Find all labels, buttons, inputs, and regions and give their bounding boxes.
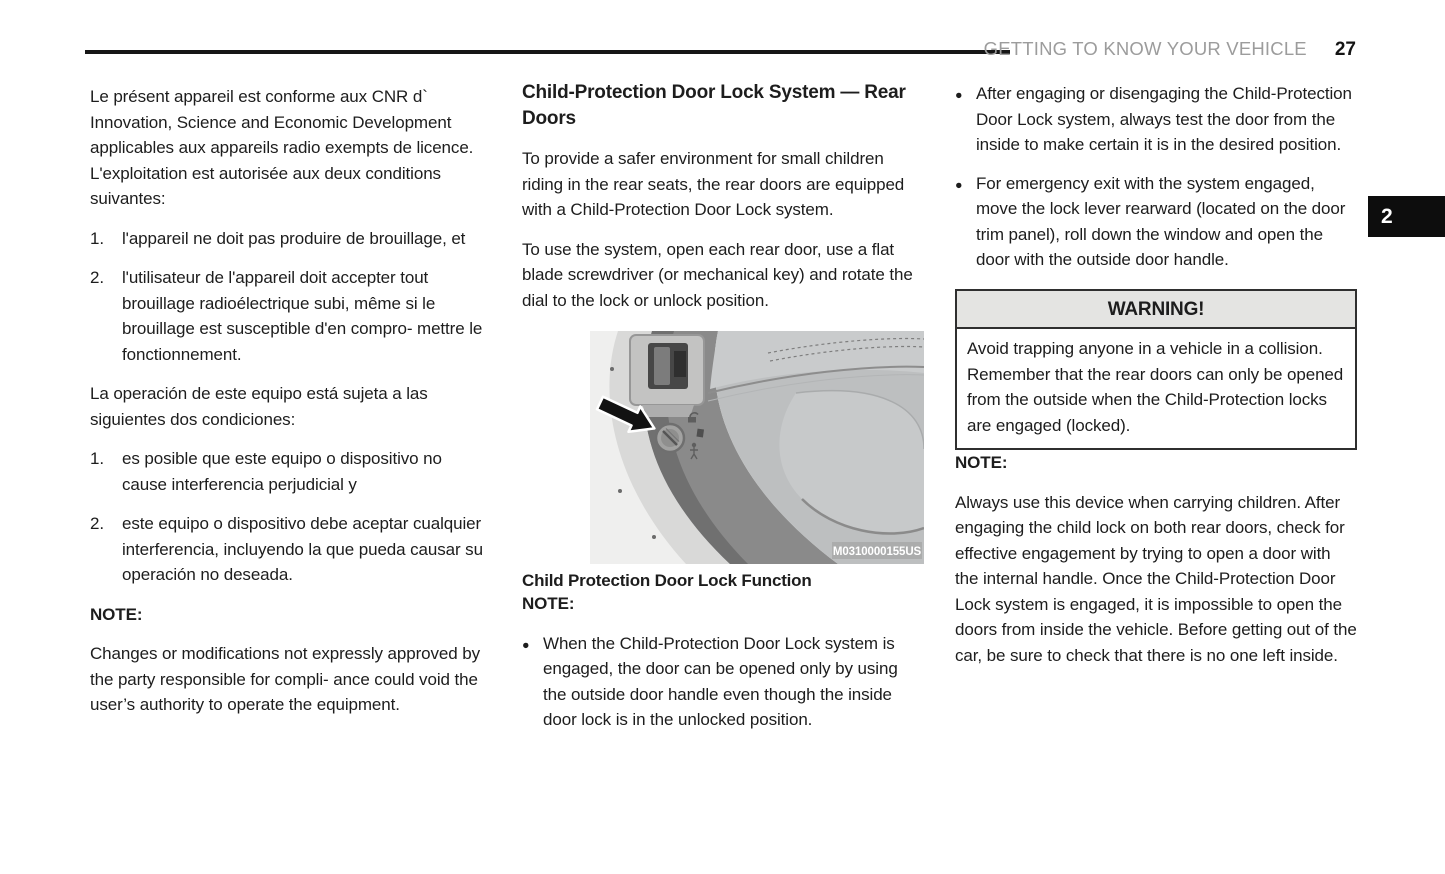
note-text: Always use this device when carrying children. After engaging the child lock on both rear doors, check for effective engagement by trying to open a door with the internal handle. Once the Child-Protection Door Lock system is engaged, it is impossible to open the doors from inside the vehicle. Before getting out of the car, be sure to check that there is no one left inside. (955, 492, 1357, 665)
chapter-thumb-tab (1368, 196, 1445, 237)
list-number: 1. (90, 228, 104, 248)
middle-column (522, 80, 922, 746)
warning-body: Avoid trapping anyone in a vehicle in a collision. Remember that the rear doors can only be opened from the outside when the Child-Protection locks are engaged (locked). (967, 339, 1344, 435)
list-number: 2. (90, 514, 104, 533)
list-item (90, 511, 486, 588)
regulatory-paragraph-es: La operación de este equipo está sujeta a las siguientes dos condiciones: (90, 384, 428, 429)
list-item (90, 226, 486, 252)
section-heading: Child-Protection Door Lock System — Rear Doors (522, 82, 906, 129)
bullet-text: For emergency exit with the system engaged, move the lock lever rearward (located on the door trim panel), roll down the window and open the door with the outside door handle. (976, 173, 1346, 269)
figure-caption: Child Protection Door Lock Function (522, 571, 812, 590)
figure-watermark (832, 542, 922, 559)
bullet-item (955, 81, 1357, 158)
list-item-text: l'utilisateur de l'appareil doit accepter tout brouillage radioélectrique subi, même si le brouillage est susceptible d'en compro- mettre le fonctionnement. (122, 268, 483, 364)
chapter-thumb-tab-label: 2 (1381, 204, 1393, 228)
warning-title: WARNING! (957, 291, 1355, 330)
bullet-icon (955, 171, 976, 273)
list-number: 1. (90, 449, 104, 468)
door-lock-figure (522, 331, 922, 591)
list-item-text: este equipo o dispositivo debe aceptar cualquier interferencia, incluyendo la que pueda causar su operación no deseada. (122, 514, 483, 584)
page-number: 27 (1334, 39, 1356, 60)
body-paragraph: To provide a safer environment for small children riding in the rear seats, the rear doors are equipped with a Child-Protection Door Lock system. (522, 149, 905, 219)
body-paragraph: To use the system, open each rear door, use a flat blade screwdriver (or mechanical key) and rotate the dial to the lock or unlock position. (522, 239, 913, 310)
list-item-text: es posible que este equipo o dispositivo no cause interferencia perjudicial y (122, 449, 442, 494)
bullet-text: After engaging or disengaging the Child-Protection Door Lock system, always test the door from the inside to make certain it is in the desired position. (976, 84, 1352, 154)
note-label: NOTE: (90, 604, 143, 624)
list-number: 2. (90, 268, 104, 287)
regulatory-paragraph-fr: Le présent appareil est conforme aux CNR d` Innovation, Science and Economic Development applicables aux appareils radio exempts de licence. L'exploitation est autorisée aux deux conditions suivantes: (90, 87, 474, 208)
left-column (90, 84, 486, 732)
bullet-text: When the Child-Protection Door Lock system is engaged, the door can be opened only by using the outside door handle even though the inside door lock is in the unlocked position. (543, 633, 898, 729)
child-lock-dial (656, 424, 684, 452)
bullet-icon (955, 81, 976, 158)
list-item (90, 265, 486, 367)
note-text: Changes or modifications not expressly approved by the party responsible for compli- ance could void the user’s authority to operate the equipment. (90, 644, 480, 714)
door-latch (630, 335, 704, 417)
list-item-text: l'appareil ne doit pas produire de brouillage, et (122, 228, 466, 248)
note-label: NOTE: (955, 453, 1008, 472)
chapter-title: GETTING TO KNOW YOUR VEHICLE (983, 38, 1307, 59)
bullet-item (955, 171, 1357, 273)
list-item (90, 446, 486, 497)
note-label: NOTE: (522, 594, 575, 613)
note-bullet-item (522, 631, 919, 733)
page-header (984, 38, 1356, 61)
header-rule (85, 50, 1010, 54)
svg-text:M0310000155US: M0310000155US (832, 546, 922, 558)
door-photo (590, 331, 924, 564)
bullet-icon (522, 631, 543, 733)
right-column (955, 81, 1357, 682)
warning-box (955, 289, 1357, 451)
